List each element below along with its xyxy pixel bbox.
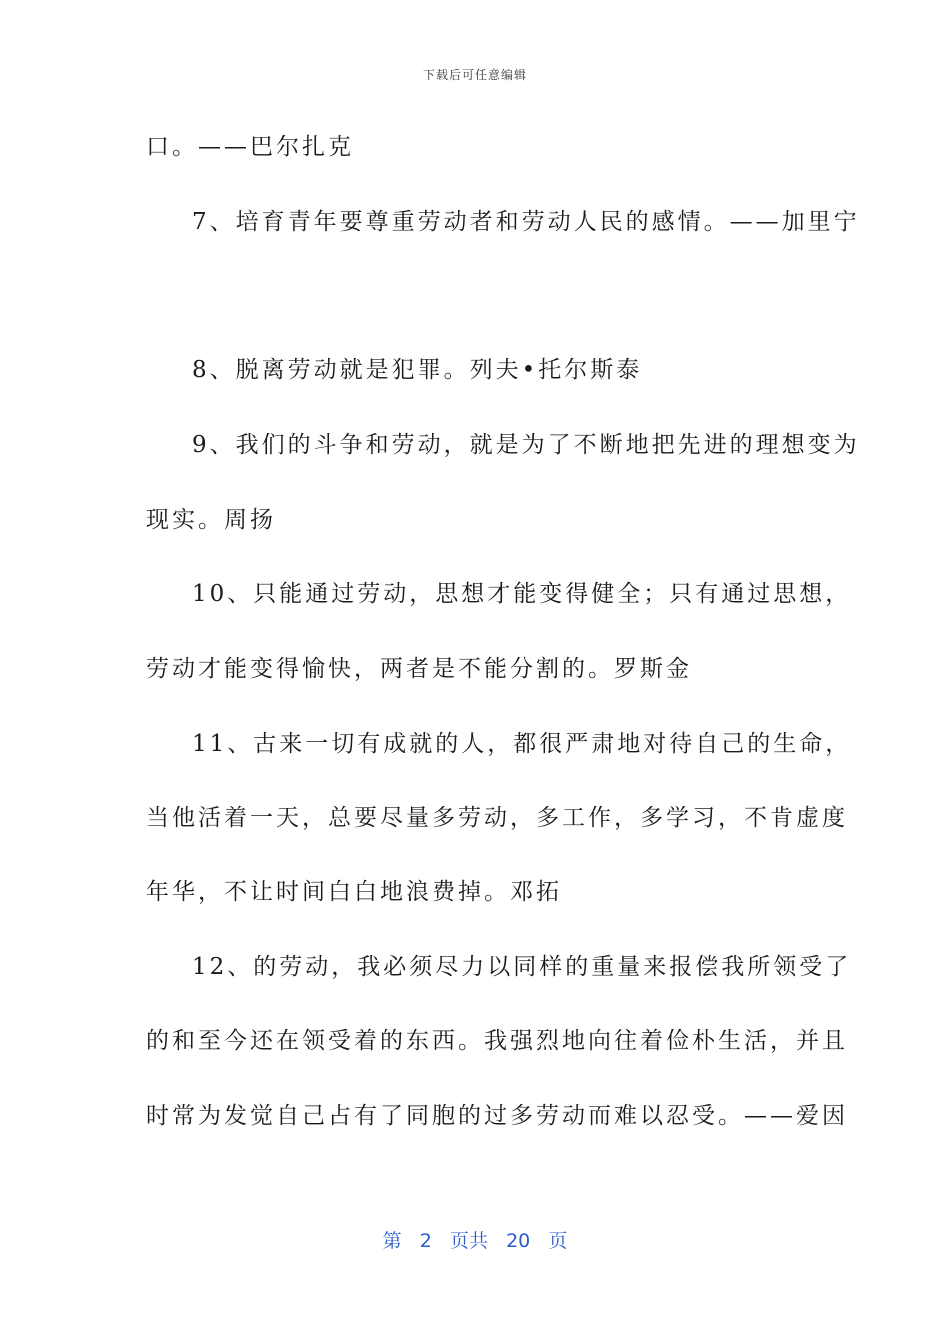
page-header-note: 下载后可任意编辑 (422, 68, 527, 82)
footer-total-pages: 20 (506, 1230, 531, 1252)
text-line: 10、只能通过劳动，思想才能变得健全；只有通过思想， (192, 581, 852, 607)
footer-prefix: 第 (382, 1230, 402, 1252)
text-line: 口。——巴尔扎克 (146, 134, 354, 160)
text-line: 劳动才能变得愉快，两者是不能分割的。罗斯金 (146, 656, 692, 682)
footer-suffix: 页 (548, 1230, 568, 1252)
text-line: 当他活着一天，总要尽量多劳动，多工作，多学习，不肯虚度 (146, 805, 848, 831)
footer-middle: 页共 (449, 1230, 488, 1252)
page-footer (0, 1226, 950, 1253)
text-line: 的和至今还在领受着的东西。我强烈地向往着俭朴生活，并且 (146, 1028, 848, 1054)
text-line: 12、的劳动，我必须尽力以同样的重量来报偿我所领受了 (192, 954, 852, 980)
text-line: 9、我们的斗争和劳动，就是为了不断地把先进的理想变为 (192, 432, 860, 458)
footer-page-number: 2 (419, 1230, 432, 1252)
text-line: 年华，不让时间白白地浪费掉。邓拓 (146, 879, 562, 905)
text-line: 现实。周扬 (146, 507, 276, 533)
text-line: 11、古来一切有成就的人，都很严肃地对待自己的生命， (192, 731, 852, 757)
text-line: 时常为发觉自己占有了同胞的过多劳动而难以忍受。——爱因 (146, 1103, 848, 1129)
text-line: 7、培育青年要尊重劳动者和劳动人民的感情。——加里宁 (192, 209, 860, 235)
text-line: 8、脱离劳动就是犯罪。列夫•托尔斯泰 (192, 357, 643, 383)
